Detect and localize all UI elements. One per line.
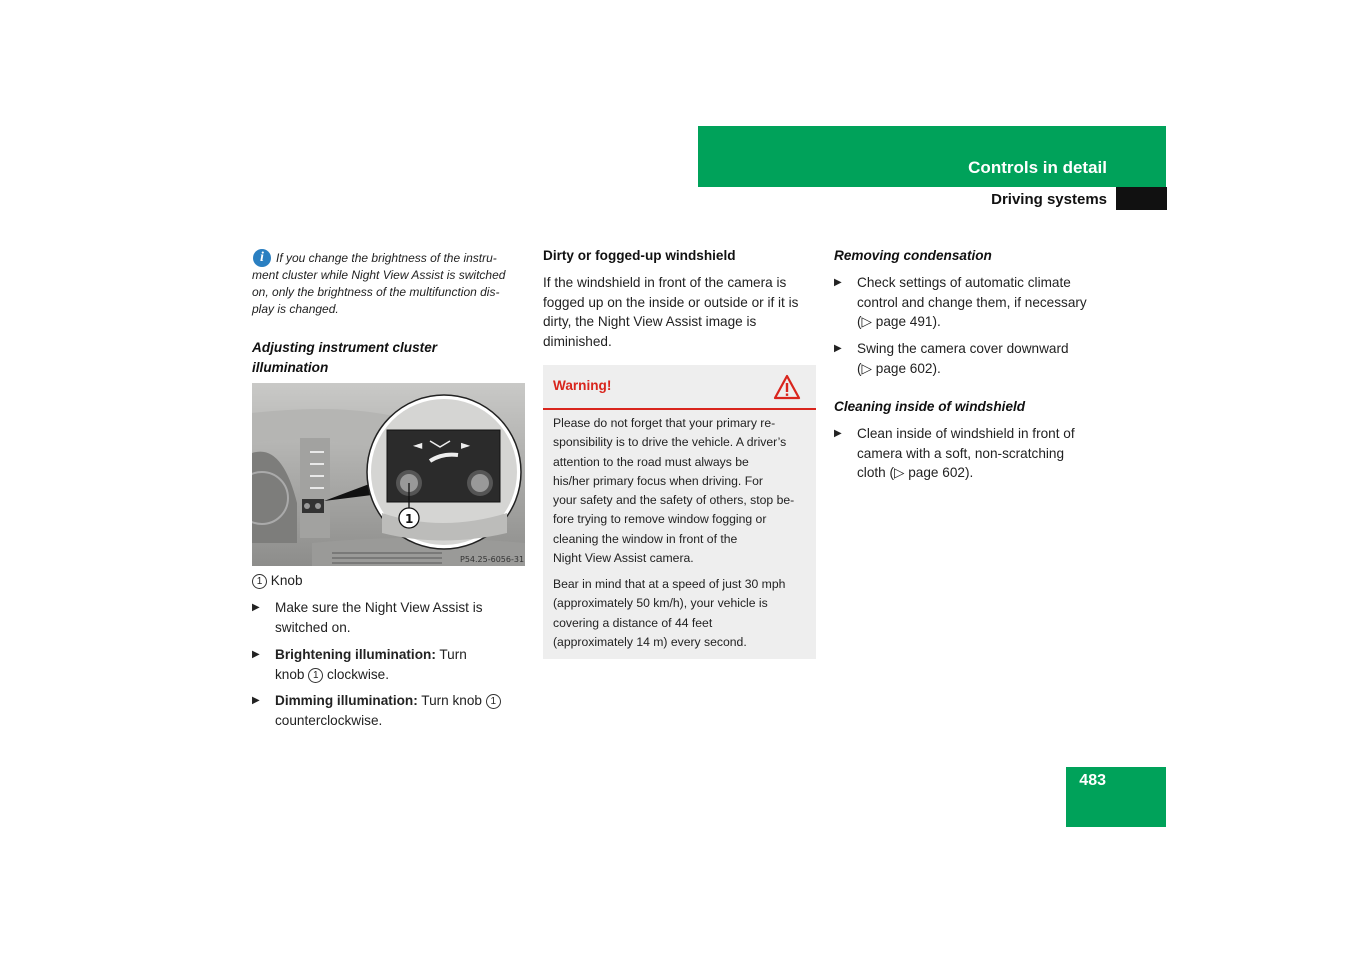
heading-dirty-windshield: Dirty or fogged-up windshield — [543, 248, 736, 263]
step-line: switched on. — [275, 619, 351, 635]
warning-line: your safety and the safety of others, stop be- — [553, 493, 795, 508]
warning-line: sponsibility is to drive the vehicle. A driver’s — [553, 435, 787, 450]
figure-callout: 1 — [405, 512, 414, 526]
warning-label: Warning! — [553, 378, 612, 393]
bullet-arrow-icon: ▶ — [252, 695, 260, 706]
section-tab-marker — [1116, 187, 1167, 210]
windshield-paragraph — [543, 273, 828, 351]
figure-caption — [252, 571, 303, 591]
step-line: Check settings of automatic climate — [857, 275, 1071, 290]
callout-number: 1 — [252, 574, 267, 589]
step-text-part: Turn — [439, 647, 467, 662]
page-reference[interactable]: cloth (▷ page 602). — [857, 465, 974, 480]
step-text — [857, 273, 1087, 332]
warning-line: Bear in mind that at a speed of just 30 mph — [553, 577, 786, 591]
info-line: play is changed. — [252, 302, 339, 316]
section-title: Controls in detail — [968, 158, 1107, 177]
callout-number: 1 — [308, 668, 323, 683]
paragraph-line: fogged up on the inside or outside or if it is — [543, 294, 799, 310]
heading-adjusting-illumination — [252, 338, 532, 377]
bullet-arrow-icon: ▶ — [252, 602, 260, 613]
heading-line: illumination — [252, 359, 329, 375]
warning-line: covering a distance of 44 feet — [553, 615, 713, 630]
step-line: Make sure the Night View Assist is — [275, 600, 483, 615]
figure-code: P54.25-6056-31 — [460, 555, 525, 564]
warning-triangle-icon — [773, 374, 801, 400]
bullet-arrow-icon: ▶ — [252, 649, 260, 660]
heading-cleaning-windshield: Cleaning inside of windshield — [834, 399, 1026, 414]
warning-line: attention to the road must always be — [553, 454, 749, 469]
step-text-part: knob — [275, 666, 305, 682]
step-text-part: Turn knob — [421, 693, 482, 708]
svg-text:►: ► — [461, 438, 471, 452]
step-line: Clean inside of windshield in front of — [857, 426, 1075, 441]
step-bold-label: Dimming illumination: — [275, 693, 418, 708]
step-text — [275, 691, 501, 730]
bullet-arrow-icon: ▶ — [834, 277, 842, 288]
bullet-arrow-icon: ▶ — [834, 343, 842, 354]
warning-line: (approximately 50 km/h), your vehicle is — [553, 596, 768, 611]
step-text — [857, 339, 1069, 378]
heading-line: Adjusting instrument cluster — [252, 340, 438, 355]
step-line: counterclockwise. — [275, 712, 383, 728]
bullet-arrow-icon: ▶ — [834, 428, 842, 439]
step-text — [275, 645, 467, 684]
info-line: If you change the brightness of the instru- — [276, 251, 497, 265]
warning-line: his/her primary focus when driving. For — [553, 473, 763, 488]
warning-line: cleaning the window in front of the — [553, 531, 738, 546]
callout-number: 1 — [486, 694, 501, 709]
instrument-cluster-figure — [252, 383, 525, 566]
heading-removing-condensation: Removing condensation — [834, 248, 992, 263]
paragraph-line: diminished. — [543, 333, 612, 349]
step-text-part: clockwise. — [327, 666, 389, 682]
caption-text: Knob — [270, 573, 303, 588]
info-line: on, only the brightness of the multifunction dis- — [252, 285, 500, 299]
step-line: Swing the camera cover downward — [857, 341, 1069, 356]
warning-paragraph-1 — [553, 414, 815, 568]
info-icon: i — [253, 249, 271, 267]
paragraph-line: If the windshield in front of the camera is — [543, 275, 787, 290]
step-line: control and change them, if necessary — [857, 294, 1087, 310]
warning-line: fore trying to remove window fogging or — [553, 512, 767, 527]
step-text — [857, 424, 1075, 483]
subsection-title: Driving systems — [991, 191, 1107, 208]
svg-text:◄: ◄ — [413, 438, 423, 452]
page-reference[interactable]: (▷ page 602). — [857, 360, 941, 376]
page-number: 483 — [1079, 772, 1106, 789]
warning-divider — [543, 408, 816, 410]
page-reference[interactable]: (▷ page 491). — [857, 314, 941, 329]
warning-line: Night View Assist camera. — [553, 551, 694, 566]
step-line: camera with a soft, non-scratching — [857, 445, 1065, 461]
info-line: ment cluster while Night View Assist is switched — [252, 268, 506, 282]
info-note — [252, 250, 532, 318]
step-text — [275, 598, 483, 637]
warning-line: Please do not forget that your primary re- — [553, 416, 776, 430]
warning-line: (approximately 14 m) every second. — [553, 634, 747, 649]
step-bold-label: Brightening illumination: — [275, 647, 436, 662]
paragraph-line: dirty, the Night View Assist image is — [543, 314, 757, 329]
warning-paragraph-2 — [553, 575, 815, 652]
